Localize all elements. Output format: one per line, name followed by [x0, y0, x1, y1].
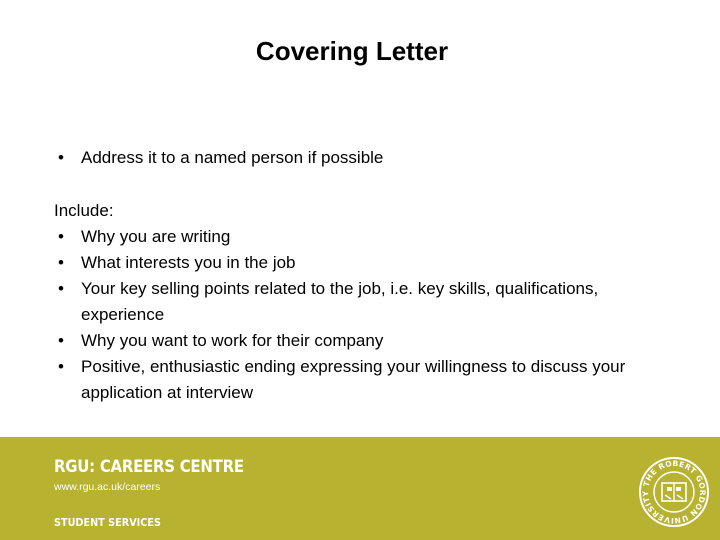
include-item: [54, 328, 654, 354]
include-item-text: What interests you in the job: [81, 253, 296, 272]
seal-text: THE ROBERT GORDON UNIVERSITY: [640, 458, 708, 526]
careers-url[interactable]: www.rgu.ac.uk/careers: [54, 481, 161, 493]
bullet-glyph: •: [58, 227, 64, 246]
bullet-glyph: •: [58, 331, 64, 350]
include-heading: Include:: [54, 201, 114, 220]
bullet-glyph: •: [58, 279, 64, 298]
include-item-text: Why you are writing: [81, 227, 231, 246]
student-services-label: STUDENT SERVICES: [54, 516, 161, 529]
include-item-text: Your key selling points related to the job, i.e. key skills, qualifications, experience: [81, 279, 599, 324]
university-seal-icon: [638, 456, 710, 528]
include-item: [54, 276, 654, 328]
careers-centre-logo-text: RGU: CAREERS CENTRE: [54, 457, 244, 477]
bullet-glyph: •: [58, 357, 64, 376]
include-item: [54, 250, 654, 276]
footer-band: [0, 437, 720, 540]
intro-bullet-text: Address it to a named person if possible: [81, 148, 384, 167]
slide-title: Covering Letter: [255, 36, 449, 66]
bullet-glyph: •: [58, 148, 64, 167]
spacer: [54, 171, 654, 198]
include-item-text: Positive, enthusiastic ending expressing your willingness to discuss your application at interview: [81, 357, 626, 402]
bullet-glyph: •: [58, 253, 64, 272]
slide-content: [54, 145, 654, 406]
intro-bullet: [54, 145, 654, 171]
include-item: [54, 354, 654, 406]
include-item-text: Why you want to work for their company: [81, 331, 384, 350]
include-item: [54, 224, 654, 250]
